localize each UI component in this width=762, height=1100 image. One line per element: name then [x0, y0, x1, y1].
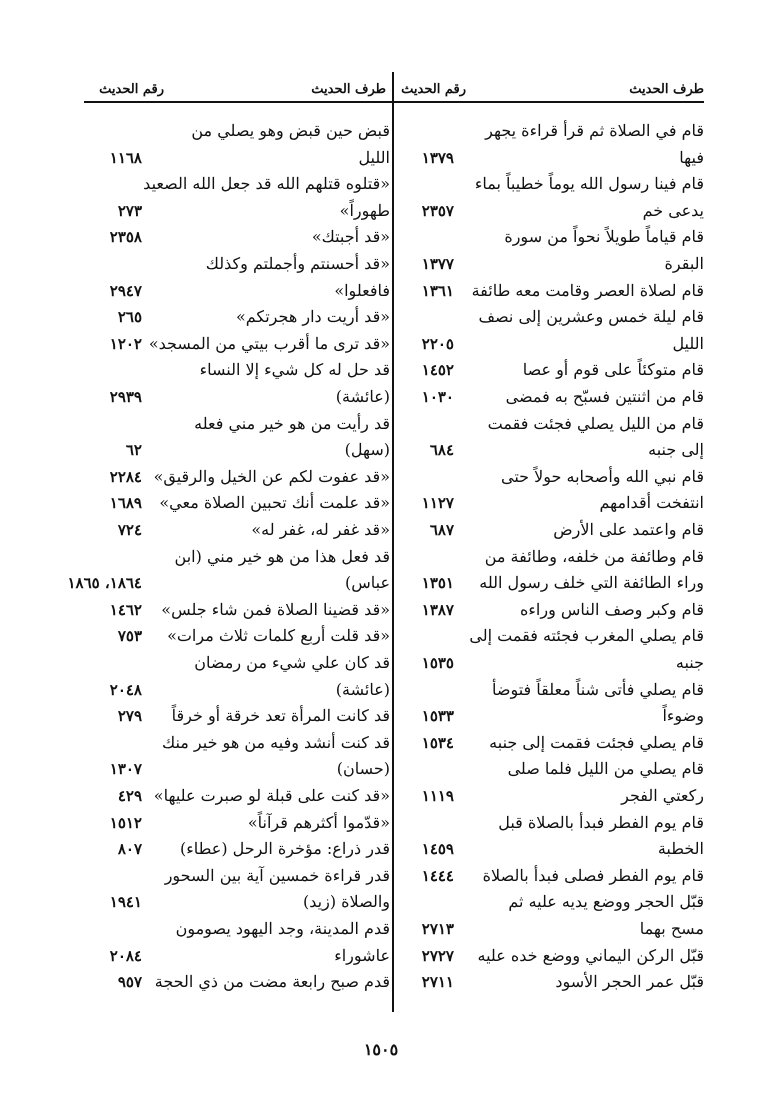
- entry-text-line: قام يصلي المغرب فجئته فقمت إلى: [469, 626, 704, 646]
- entry-text-line: «قد عفوت لكم عن الخيل والرقيق»: [153, 466, 390, 486]
- hadith-number: ١٣٧٧: [421, 255, 454, 273]
- entry-text-line: «قد علمت أنك تحبين الصلاة معي»: [159, 493, 390, 513]
- entry-text-line: والصلاة (زيد): [303, 892, 390, 912]
- entry-text-line: الليل: [358, 147, 390, 167]
- entry-text-line: قام من اثنتين فسبّح به فمضى: [505, 387, 704, 406]
- entry-text-line: «قد غفر له، غفر له»: [251, 520, 390, 539]
- entry-text-line: قبّل عمر الحجر الأسود: [555, 972, 704, 992]
- hadith-number: ٢٣٥٨: [109, 228, 142, 247]
- entry-text-line: «قدّموا أكثرهم قرآناً»: [247, 812, 390, 832]
- entry-text-line: يدعى خم: [642, 200, 704, 220]
- entry-text-line: قبّل الحجر ووضع يديه عليه ثم: [508, 892, 704, 912]
- hadith-number: ١٥٣٤: [421, 733, 454, 752]
- entry-text-line: «قد كنت على قبلة لو صبرت عليها»: [153, 786, 390, 805]
- hadith-number: ٧٢٤: [117, 521, 142, 539]
- hadith-number: ١٦٨٩: [109, 494, 142, 513]
- entry-text-line: جنبه: [675, 653, 704, 672]
- entry-text-line: قبّل الركن اليماني ووضع خده عليه: [477, 945, 704, 965]
- entry-text-line: مسح بهما: [639, 919, 704, 938]
- entry-text-line: (عائشة): [335, 679, 390, 699]
- entry-text-line: قام نبي الله وأصحابه حولاً حتى: [501, 466, 704, 486]
- entry-text-line: «قد قضينا الصلاة فمن شاء جلس»: [161, 599, 390, 619]
- entry-text-line: انتفخت أقدامهم: [599, 493, 704, 513]
- hadith-number: ١٣٧٩: [421, 148, 454, 167]
- hadith-number: ١٨٦٤، ١٨٦٥: [67, 574, 142, 593]
- hadith-number: ١٠٣٠: [421, 388, 454, 406]
- entry-text-line: «قتلوه قتلهم الله قد جعل الله الصعيد: [143, 174, 390, 194]
- hadith-number: ١٩٤١: [109, 893, 142, 912]
- hadith-number: ٢٧٣: [117, 201, 142, 220]
- entry-text-line: قدم صبح رابعة مضت من ذي الحجة: [154, 972, 390, 992]
- entry-text-line: قام يصلي من الليل فلما صلى: [507, 759, 704, 779]
- hadith-number: ١٤٤٤: [421, 866, 454, 885]
- hadith-number: ٤٢٩: [117, 787, 142, 805]
- hadith-number: ١٢٠٢: [109, 334, 142, 353]
- entry-text-line: قدم المدينة، وجد اليهود يصومون: [175, 919, 390, 938]
- entry-text-line: الخطبة: [657, 839, 704, 859]
- hadith-number: ١١٦٨: [109, 148, 142, 167]
- entry-text-line: الليل: [672, 333, 704, 353]
- column-divider: [392, 72, 394, 1012]
- entry-text-line: قام واعتمد على الأرض: [553, 520, 704, 539]
- entry-text-line: قبض حين قبض وهو يصلي من: [191, 121, 390, 140]
- header-left-num: رقم الحديث: [99, 82, 164, 97]
- entry-text-line: قد رأيت من هو خير مني فعله: [194, 413, 390, 433]
- entry-text-line: قام لصلاة العصر وقامت معه طائفة: [471, 280, 704, 300]
- hadith-number: ٦٢: [125, 441, 142, 460]
- hadith-number: ٢٢٨٤: [109, 467, 142, 486]
- entry-text-line: (عائشة): [335, 387, 390, 406]
- entry-text-line: «قد أجبتك»: [311, 227, 390, 247]
- header-rule: [84, 101, 704, 103]
- entry-text-line: فيها: [679, 147, 704, 167]
- entry-text-line: «قد ترى ما أقرب بيتي من المسجد»: [148, 333, 390, 353]
- hadith-number: ٢٩٤٧: [109, 281, 142, 300]
- hadith-number: ١١٢٧: [421, 494, 454, 513]
- entry-text-line: قام يوم الفطر فصلى فبدأ بالصلاة: [482, 865, 704, 885]
- page-number: ١٥٠٥: [363, 1040, 399, 1059]
- hadith-number: ١٣٠٧: [109, 760, 142, 779]
- entry-text-line: «قد أحسنتم وأجملتم وكذلك: [205, 254, 390, 273]
- hadith-number: ٧٥٣: [117, 627, 142, 646]
- hadith-number: ٦٨٧: [429, 521, 454, 539]
- hadith-number: ٦٨٤: [429, 441, 454, 460]
- hadith-number: ٢٣٥٧: [421, 201, 454, 220]
- entry-text-line: عباس): [344, 573, 390, 593]
- entry-text-line: قام ليلة خمس وعشرين إلى نصف: [478, 307, 704, 327]
- entry-text-line: (سهل): [344, 440, 390, 460]
- entry-text-line: وراء الطائفة التي خلف رسول الله: [479, 573, 704, 593]
- entry-text-line: قام من الليل يصلي فجئت فقمت: [487, 413, 704, 433]
- entry-text-line: «قد قلت أربع كلمات ثلاث مرات»: [167, 626, 390, 646]
- hadith-number: ٨٠٧: [117, 840, 142, 859]
- entry-text-line: قد كان علي شيء من رمضان: [194, 653, 390, 672]
- hadith-number: ١٤٦٢: [109, 600, 142, 619]
- entry-text-line: قدر ذراع: مؤخرة الرحل (عطاء): [180, 839, 390, 859]
- entry-text-line: قام وطائفة من خلفه، وطائفة من: [484, 546, 704, 566]
- entry-text-line: طهوراً»: [339, 200, 390, 220]
- entry-text-line: قام في الصلاة ثم قرأ قراءة يجهر: [485, 121, 704, 140]
- entry-text-line: البقرة: [664, 254, 704, 273]
- entry-text-line: «قد أريت دار هجرتكم»: [235, 307, 390, 327]
- hadith-number: ٩٥٧: [117, 973, 142, 992]
- entry-text-line: (حسان): [336, 759, 390, 779]
- entry-text-line: فافعلوا»: [334, 280, 390, 300]
- hadith-number: ٢٧١١: [421, 973, 454, 992]
- hadith-number: ٢٠٤٨: [109, 680, 142, 699]
- entry-text-line: وضوءاً: [662, 706, 704, 726]
- header-left-text: طرف الحديث: [311, 82, 386, 97]
- hadith-number: ١١١٩: [421, 787, 454, 805]
- entry-text-line: قام يوم الفطر فبدأ بالصلاة قبل: [498, 812, 704, 832]
- hadith-number: ٢٧٢٧: [421, 946, 454, 965]
- hadith-number: ٢٠٨٤: [109, 946, 142, 965]
- hadith-number: ١٥١٢: [109, 813, 142, 832]
- entry-text-line: قام قياماً طويلاً نحواً من سورة: [504, 227, 704, 247]
- hadith-number: ١٣٥١: [421, 574, 454, 593]
- entry-text-line: قد كنت أنشد وفيه من هو خير منك: [161, 732, 390, 752]
- hadith-number: ١٥٣٥: [421, 654, 454, 672]
- entry-text-line: قام فينا رسول الله يوماً خطيباً بماء: [474, 174, 704, 194]
- entry-text-line: عاشوراء: [334, 945, 390, 965]
- entry-text-line: قدر قراءة خمسين آية بين السحور: [164, 865, 390, 885]
- hadith-number: ٢٧١٣: [421, 920, 454, 938]
- header-right-text: طرف الحديث: [629, 82, 704, 97]
- hadith-number: ٢٩٣٩: [109, 388, 142, 406]
- entry-text-line: قد كانت المرأة تعد خرقة أو خرقاً: [171, 706, 390, 726]
- entry-text-line: قام متوكئاً على قوم أو عصا: [522, 360, 704, 380]
- hadith-number: ١٣٨٧: [421, 600, 454, 619]
- entry-text-line: قد حل له كل شيء إلا النساء: [199, 360, 390, 380]
- entry-text-line: ركعتي الفجر: [621, 786, 704, 805]
- hadith-number: ١٥٣٣: [421, 707, 454, 726]
- hadith-number: ١٤٥٢: [421, 361, 454, 380]
- entry-text-line: إلى جنبه: [648, 440, 704, 460]
- entry-text-line: قام وكبر وصف الناس وراءه: [519, 599, 704, 619]
- entry-text-line: قد فعل هذا من هو خير مني (ابن: [174, 546, 390, 566]
- hadith-number: ٢٢٠٥: [421, 334, 454, 353]
- hadith-number: ٢٦٥: [117, 308, 142, 327]
- hadith-number: ١٤٥٩: [421, 840, 454, 859]
- hadith-number: ٢٧٩: [117, 707, 142, 726]
- hadith-number: ١٣٦١: [421, 281, 454, 300]
- header-right-num: رقم الحديث: [401, 82, 466, 97]
- entry-text-line: قام يصلي فأتى شناً معلقاً فتوضأ: [492, 679, 704, 699]
- entry-text-line: قام يصلي فجئت فقمت إلى جنبه: [489, 732, 704, 752]
